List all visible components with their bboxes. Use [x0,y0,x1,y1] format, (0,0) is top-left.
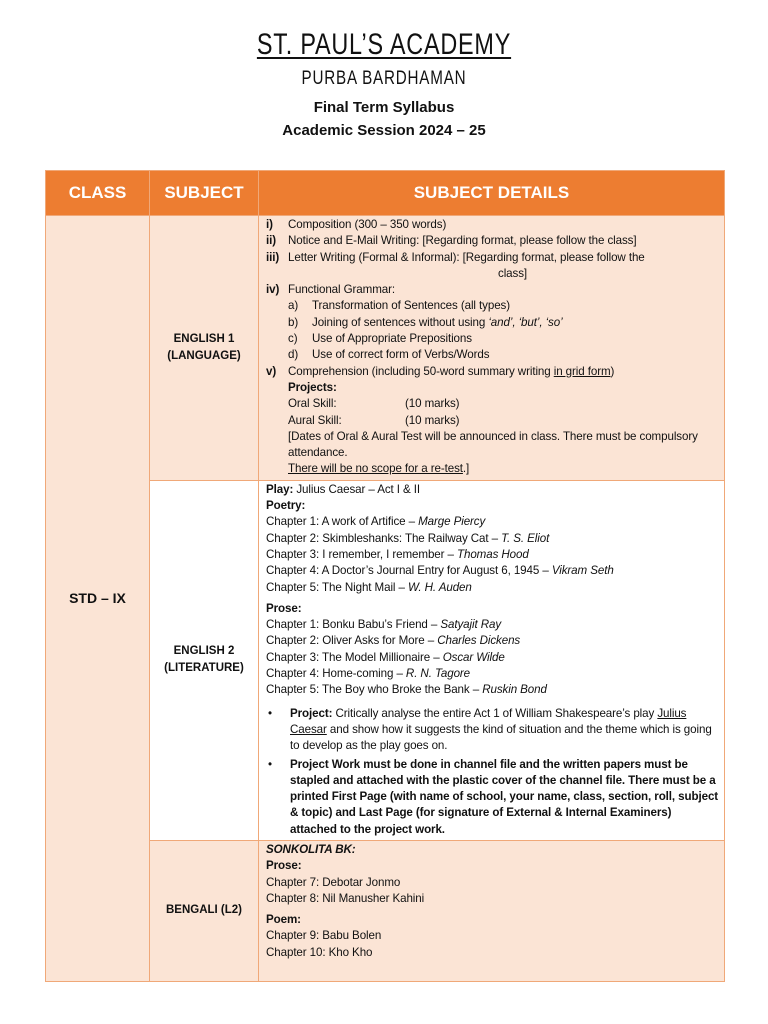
chapter-title: Chapter 1: Bonku Babu’s Friend – [266,618,441,632]
play-title: Julius Caesar – Act I & II [293,482,421,496]
table-row [46,216,725,481]
school-name: ST. PAUL’S ACADEMY [256,28,512,61]
projects-label: Projects: [288,380,337,394]
list-item [266,217,720,233]
document-title: Final Term Syllabus [313,99,455,116]
chapter-item: Chapter 8: Nil Manusher Kahini [266,891,425,905]
play-line [266,482,720,498]
list-item [266,250,720,266]
english1-details [259,216,725,481]
chapter-author: Thomas Hood [457,547,529,561]
item-italic: ‘and’, ‘but’, ‘so’ [488,315,563,329]
bengali-details [259,840,725,981]
grammar-item [266,347,720,363]
chapter-item [266,580,720,596]
english2-details [259,480,725,840]
item-number: d) [288,348,299,362]
play-label: Play: [266,482,294,496]
chapter-author: Ruskin Bond [482,683,547,697]
chapter-title: Chapter 2: Skimbleshanks: The Railway Cat – [266,531,502,545]
chapter-item: Chapter 9: Babu Bolen [266,929,382,943]
chapter-title: Chapter 2: Oliver Asks for More – [266,634,438,648]
skill-marks: (10 marks) [405,413,460,427]
item-text: Use of correct form of Verbs/Words [312,348,490,362]
retest-end: .] [462,462,470,476]
project-bullet [266,706,720,755]
syllabus-table [45,170,725,982]
chapter-author: T. S. Eliot [501,531,550,545]
subject-name: ENGLISH 1 [173,332,235,345]
chapter-item [266,617,720,633]
item-number: c) [288,332,298,346]
item-text: Use of Appropriate Prepositions [312,332,472,346]
prose-label: Prose: [266,601,302,615]
item-number: iii) [266,250,280,264]
chapter-item [266,650,720,666]
item-text: Composition (300 – 350 words) [288,218,447,231]
project-work-text: Project Work must be done in channel file and the written papers must be stapled and attached with the plastic cover of the channel file. There must be a printed First Page (with name of school, your name, class, section, roll, subject & topic) and Last Page (for signature of External & Internal Examiners) attached to the project work. [290,757,719,836]
chapter-title: Chapter 3: I remember, I remember – [266,547,457,561]
chapter-item [266,682,720,698]
chapter-title: Chapter 3: The Model Millionaire – [266,650,443,664]
chapter-item: Chapter 10: Kho Kho [266,945,373,959]
school-location: PURBA BARDHAMAN [301,68,467,89]
aural-skill [266,413,720,429]
chapter-title: Chapter 1: A work of Artifice – [266,515,419,529]
skill-label: Oral Skill: [288,397,337,411]
prose-label: Prose: [266,859,302,873]
chapter-item [266,547,720,563]
chapter-item [266,666,720,682]
item-text: Letter Writing (Formal & Informal): [Regarding format, please follow the [288,250,645,264]
chapter-item: Chapter 7: Debotar Jonmo [266,875,401,889]
project-label: Project: [290,706,333,720]
item-close: ) [610,364,615,378]
item-text: Transformation of Sentences (all types) [312,299,511,313]
poem-label: Poem: [266,913,301,927]
item-text: Comprehension (including 50-word summary writing [288,364,554,378]
table-header [46,171,725,216]
prose-list [266,617,720,698]
chapter-title: Chapter 5: The Boy who Broke the Bank – [266,683,483,697]
item-text: Notice and E-Mail Writing: [Regarding format, please follow the class] [288,234,637,248]
subject-type: (LITERATURE) [164,662,244,675]
grammar-item [266,331,720,347]
grammar-item [266,315,720,331]
item-number: v) [266,364,277,378]
subject-type: (LANGUAGE) [167,349,241,362]
subject-english2 [150,480,259,840]
chapter-author: Marge Piercy [418,515,486,529]
list-item [266,233,720,249]
chapter-author: Oscar Wilde [442,650,505,664]
col-subject: SUBJECT [150,171,259,216]
project-work-bullet [266,757,720,838]
project-play-title: Julius Caesar [290,706,687,736]
item-number: ii) [266,234,277,248]
test-note: [Dates of Oral & Aural Test will be announced in class. There must be compulsory attendance. [288,429,698,460]
chapter-title: Chapter 5: The Night Mail – [266,580,408,594]
chapter-item [266,514,720,530]
item-underlined: in grid form [553,364,611,378]
item-number: b) [288,315,299,329]
col-details: SUBJECT DETAILS [259,171,725,216]
item-number: a) [288,299,299,313]
bullet-icon: • [268,706,272,720]
skill-marks: (10 marks) [405,397,460,411]
project-text: Critically analyse the entire Act 1 of William Shakespeare’s play [332,706,658,720]
bullet-icon: • [268,757,272,771]
chapter-title: Chapter 4: A Doctor’s Journal Entry for August 6, 1945 – [266,564,552,578]
col-class: CLASS [46,171,150,216]
chapter-author: Charles Dickens [437,634,521,648]
class-cell: STD – IX [46,216,150,982]
chapter-author: Satyajit Ray [440,618,502,632]
chapter-author: R. N. Tagore [405,667,471,681]
chapter-item [266,531,720,547]
item-text: Functional Grammar: [288,283,395,297]
chapter-title: Chapter 4: Home-coming – [266,667,406,681]
subject-english1 [150,216,259,481]
list-item [266,364,720,380]
chapter-author: Vikram Seth [551,564,614,578]
poetry-list [266,514,720,595]
chapter-item [266,563,720,579]
grammar-item [266,298,720,314]
academic-session: Academic Session 2024 – 25 [282,122,486,139]
item-number: iv) [266,283,280,297]
retest-note [266,461,720,477]
subject-name: ENGLISH 2 [173,645,235,658]
oral-skill [266,396,720,412]
project-text-end: and show how it suggests the kind of situation and the theme which is going to develop as the play goes on. [290,722,712,753]
item-text: Joining of sentences without using [312,315,489,329]
chapter-item [266,633,720,649]
skill-label: Aural Skill: [288,413,342,427]
list-item [266,282,720,298]
chapter-author: W. H. Auden [407,580,472,594]
retest-text: There will be no scope for a re-test [288,462,463,476]
poetry-label: Poetry: [266,499,306,513]
book-title: SONKOLITA BK: [266,842,356,856]
item-continuation: class] [498,266,528,280]
subject-bengali: BENGALI (L2) [150,840,259,981]
item-number: i) [266,218,273,231]
